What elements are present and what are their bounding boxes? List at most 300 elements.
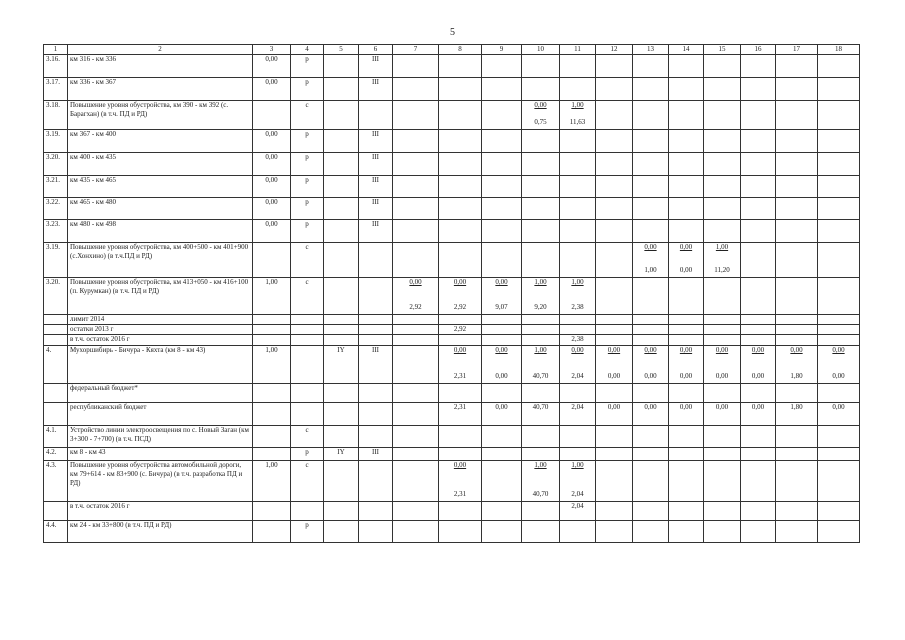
cell-value-bottom: 2,31 xyxy=(453,490,467,498)
table-cell: 3.16. xyxy=(44,55,68,78)
table-cell xyxy=(741,55,776,78)
table-cell: федеральный бюджет* xyxy=(68,384,253,403)
table-cell xyxy=(522,448,560,461)
budget-table xyxy=(43,44,860,543)
table-cell xyxy=(482,243,522,278)
table-cell xyxy=(633,101,669,130)
table-cell xyxy=(818,448,860,461)
table-cell: Повышение уровня обустройства автомобильной дороги, км 79+614 - км 83+900 (с. Бичура) (в т.ч. разработка ПД и РД) xyxy=(68,461,253,502)
table-cell: км 336 - км 367 xyxy=(68,78,253,101)
header-cell: 11 xyxy=(560,45,596,55)
table-cell xyxy=(704,521,741,543)
table-cell xyxy=(596,243,633,278)
table-cell xyxy=(439,198,482,220)
table-row xyxy=(44,220,860,243)
table-cell xyxy=(560,243,596,278)
table-cell xyxy=(818,220,860,243)
table-row xyxy=(44,130,860,153)
table-cell xyxy=(704,426,741,448)
cell-value-bottom: 0,00 xyxy=(607,372,621,380)
table-cell xyxy=(633,78,669,101)
table-cell xyxy=(560,153,596,176)
table-cell xyxy=(633,220,669,243)
table-cell xyxy=(44,335,68,346)
cell-value-top: 1,00 xyxy=(571,101,584,109)
table-row xyxy=(44,198,860,220)
table-cell xyxy=(596,198,633,220)
table-cell xyxy=(522,346,560,384)
cell-value-bottom: 40,70 xyxy=(532,372,549,380)
table-cell xyxy=(704,448,741,461)
table-cell xyxy=(359,461,393,502)
table-cell xyxy=(776,346,818,384)
table-cell xyxy=(439,384,482,403)
header-row xyxy=(44,45,860,55)
table-cell xyxy=(818,101,860,130)
table-cell: р xyxy=(291,220,324,243)
table-cell xyxy=(560,346,596,384)
table-cell xyxy=(393,153,439,176)
table-cell: с xyxy=(291,243,324,278)
table-cell xyxy=(596,448,633,461)
table-cell xyxy=(522,502,560,521)
table-cell xyxy=(596,153,633,176)
table-cell: 0,00 xyxy=(633,403,669,426)
table-cell: III xyxy=(359,130,393,153)
table-cell: с xyxy=(291,426,324,448)
header-cell: 12 xyxy=(596,45,633,55)
table-cell xyxy=(704,461,741,502)
table-row xyxy=(44,346,860,384)
table-cell xyxy=(522,55,560,78)
table-cell xyxy=(359,315,393,325)
cell-value-bottom: 2,38 xyxy=(571,303,584,311)
table-cell xyxy=(359,335,393,346)
header-cell: 15 xyxy=(704,45,741,55)
table-cell xyxy=(741,502,776,521)
table-cell xyxy=(560,426,596,448)
table-cell xyxy=(741,101,776,130)
header-cell: 13 xyxy=(633,45,669,55)
table-cell xyxy=(560,315,596,325)
table-cell xyxy=(596,176,633,198)
table-cell xyxy=(633,384,669,403)
table-cell xyxy=(439,448,482,461)
table-cell: 0,00 xyxy=(482,403,522,426)
table-cell xyxy=(359,101,393,130)
table-cell xyxy=(324,198,359,220)
table-cell: 0,00 xyxy=(253,78,291,101)
table-cell xyxy=(704,335,741,346)
table-cell xyxy=(776,55,818,78)
table-cell xyxy=(359,278,393,315)
table-cell xyxy=(324,78,359,101)
table-cell: IY xyxy=(324,448,359,461)
table-cell xyxy=(741,243,776,278)
table-cell xyxy=(560,278,596,315)
table-cell: 0,00 xyxy=(818,403,860,426)
cell-value-bottom: 2,31 xyxy=(453,372,467,380)
table-cell: 0,00 xyxy=(253,55,291,78)
table-cell xyxy=(776,325,818,335)
table-cell xyxy=(741,220,776,243)
table-row xyxy=(44,521,860,543)
table-cell xyxy=(741,78,776,101)
table-cell xyxy=(704,55,741,78)
table-cell xyxy=(393,243,439,278)
table-cell xyxy=(439,426,482,448)
cell-value-bottom: 2,04 xyxy=(571,490,584,498)
table-cell xyxy=(522,335,560,346)
table-cell: в т.ч. остаток 2016 г xyxy=(68,502,253,521)
table-cell xyxy=(253,101,291,130)
table-cell xyxy=(741,426,776,448)
table-cell: 3.17. xyxy=(44,78,68,101)
table-cell: 0,00 xyxy=(704,403,741,426)
table-cell: р xyxy=(291,153,324,176)
table-cell xyxy=(393,315,439,325)
header-cell: 7 xyxy=(393,45,439,55)
table-cell xyxy=(482,278,522,315)
table-cell: 0,00 xyxy=(253,153,291,176)
table-cell: р xyxy=(291,176,324,198)
cell-value-top: 1,00 xyxy=(534,346,547,354)
table-cell xyxy=(818,384,860,403)
table-cell: км 24 - км 33+800 (в т.ч. ПД и РД) xyxy=(68,521,253,543)
table-cell xyxy=(522,101,560,130)
table-cell xyxy=(482,346,522,384)
table-cell xyxy=(522,521,560,543)
table-cell xyxy=(359,384,393,403)
table-cell xyxy=(704,346,741,384)
table-cell xyxy=(596,278,633,315)
table-cell xyxy=(291,384,324,403)
table-cell xyxy=(669,448,704,461)
table-cell xyxy=(741,278,776,315)
table-cell: остатки 2013 г xyxy=(68,325,253,335)
cell-value-bottom: 0,00 xyxy=(644,372,657,380)
table-cell xyxy=(704,502,741,521)
table-cell xyxy=(741,325,776,335)
table-cell xyxy=(669,130,704,153)
table-row xyxy=(44,384,860,403)
table-cell: 2,31 xyxy=(439,403,482,426)
table-cell xyxy=(522,78,560,101)
table-cell xyxy=(522,426,560,448)
table-cell xyxy=(776,502,818,521)
table-cell xyxy=(596,335,633,346)
cell-value-top: 0,00 xyxy=(644,243,657,251)
table-cell: км 465 - км 480 xyxy=(68,198,253,220)
table-cell xyxy=(522,243,560,278)
table-cell: км 367 - км 400 xyxy=(68,130,253,153)
table-cell xyxy=(393,384,439,403)
table-cell xyxy=(704,315,741,325)
table-cell xyxy=(818,243,860,278)
table-row xyxy=(44,335,860,346)
table-cell xyxy=(482,325,522,335)
table-cell xyxy=(776,176,818,198)
table-cell: республиканский бюджет xyxy=(68,403,253,426)
table-cell xyxy=(669,220,704,243)
table-cell xyxy=(741,461,776,502)
table-cell: 2,04 xyxy=(560,502,596,521)
cell-value-bottom: 0,75 xyxy=(534,118,547,126)
cell-value-bottom: 2,04 xyxy=(571,372,584,380)
table-body xyxy=(44,55,860,543)
table-cell xyxy=(560,101,596,130)
table-cell: 1,00 xyxy=(253,461,291,502)
table-cell: 40,70 xyxy=(522,403,560,426)
table-cell xyxy=(324,153,359,176)
table-cell xyxy=(669,502,704,521)
header-cell: 3 xyxy=(253,45,291,55)
table-cell xyxy=(522,278,560,315)
table-cell xyxy=(560,55,596,78)
table-cell xyxy=(669,521,704,543)
cell-value-top: 1,00 xyxy=(715,243,729,251)
table-cell xyxy=(669,315,704,325)
table-cell xyxy=(669,101,704,130)
table-row xyxy=(44,403,860,426)
table-cell xyxy=(596,521,633,543)
table-cell xyxy=(596,101,633,130)
table-cell xyxy=(669,426,704,448)
table-cell xyxy=(596,384,633,403)
table-cell: 1,00 xyxy=(253,278,291,315)
table-cell xyxy=(776,521,818,543)
table-cell xyxy=(741,198,776,220)
table-cell xyxy=(522,198,560,220)
cell-value-top: 1,00 xyxy=(571,278,584,286)
header-cell: 2 xyxy=(68,45,253,55)
header-cell: 16 xyxy=(741,45,776,55)
table-cell xyxy=(393,346,439,384)
table-cell xyxy=(393,403,439,426)
table-cell: 4.4. xyxy=(44,521,68,543)
table-row xyxy=(44,426,860,448)
table-cell xyxy=(741,448,776,461)
table-cell xyxy=(741,521,776,543)
table-cell xyxy=(776,220,818,243)
table-cell xyxy=(741,335,776,346)
table-cell: р xyxy=(291,78,324,101)
table-cell: 4. xyxy=(44,346,68,384)
table-cell: 3.19. xyxy=(44,243,68,278)
table-cell: р xyxy=(291,55,324,78)
table-cell: Мухоршибирь - Бичура - Кяхта (км 8 - км 43) xyxy=(68,346,253,384)
table-cell xyxy=(741,130,776,153)
table-cell xyxy=(669,384,704,403)
table-cell xyxy=(393,448,439,461)
table-cell xyxy=(482,461,522,502)
table-cell xyxy=(669,335,704,346)
table-cell xyxy=(324,55,359,78)
table-cell: в т.ч. остаток 2016 г xyxy=(68,335,253,346)
table-cell xyxy=(324,243,359,278)
table-cell xyxy=(818,346,860,384)
table-cell: III xyxy=(359,55,393,78)
cell-value-top: 0,00 xyxy=(790,346,803,354)
table-cell xyxy=(633,153,669,176)
table-cell xyxy=(633,55,669,78)
cell-value-top: 1,00 xyxy=(534,278,547,286)
table-cell xyxy=(522,461,560,502)
cell-value-top: 0,00 xyxy=(607,346,621,354)
table-cell: р xyxy=(291,198,324,220)
table-cell xyxy=(741,315,776,325)
table-cell: III xyxy=(359,176,393,198)
table-cell xyxy=(704,198,741,220)
table-cell xyxy=(669,153,704,176)
table-cell xyxy=(818,315,860,325)
table-cell xyxy=(596,55,633,78)
table-cell xyxy=(633,198,669,220)
table-cell xyxy=(704,153,741,176)
table-cell: III xyxy=(359,220,393,243)
table-cell xyxy=(776,101,818,130)
table-cell xyxy=(439,521,482,543)
table-cell xyxy=(324,335,359,346)
table-cell xyxy=(393,198,439,220)
table-cell xyxy=(776,335,818,346)
table-cell xyxy=(818,325,860,335)
header-cell: 5 xyxy=(324,45,359,55)
cell-value-bottom: 40,70 xyxy=(532,490,549,498)
table-cell xyxy=(818,198,860,220)
table-cell xyxy=(324,426,359,448)
table-cell xyxy=(522,176,560,198)
table-cell xyxy=(596,78,633,101)
table-cell xyxy=(291,325,324,335)
table-cell xyxy=(818,461,860,502)
table-cell: 3.19. xyxy=(44,130,68,153)
table-cell: 3.22. xyxy=(44,198,68,220)
table-cell xyxy=(393,461,439,502)
table-cell: Повышение уровня обустройства, км 400+500 - км 401+900 (с.Хонхино) (в т.ч.ПД и РД) xyxy=(68,243,253,278)
table-cell xyxy=(669,198,704,220)
table-cell xyxy=(669,278,704,315)
table-cell xyxy=(291,315,324,325)
table-cell: с xyxy=(291,101,324,130)
cell-value-top: 0,00 xyxy=(453,278,467,286)
table-cell xyxy=(291,335,324,346)
table-cell: 0,00 xyxy=(669,403,704,426)
table-cell xyxy=(253,325,291,335)
header-cell: 6 xyxy=(359,45,393,55)
table-cell: км 8 - км 43 xyxy=(68,448,253,461)
table-cell xyxy=(818,335,860,346)
table-cell: 2,38 xyxy=(560,335,596,346)
table-cell xyxy=(596,220,633,243)
table-cell xyxy=(482,130,522,153)
table-cell xyxy=(776,426,818,448)
header-cell: 17 xyxy=(776,45,818,55)
table-cell xyxy=(560,384,596,403)
header-cell: 9 xyxy=(482,45,522,55)
table-cell xyxy=(704,220,741,243)
cell-value-bottom: 11,20 xyxy=(714,266,730,274)
cell-value-bottom: 0,00 xyxy=(715,372,729,380)
table-cell xyxy=(253,403,291,426)
table-cell xyxy=(776,278,818,315)
table-cell xyxy=(393,101,439,130)
table-cell xyxy=(669,461,704,502)
cell-value-bottom: 1,80 xyxy=(790,372,803,380)
table-row xyxy=(44,101,860,130)
table-cell xyxy=(324,384,359,403)
cell-value-bottom: 2,92 xyxy=(453,303,467,311)
table-cell xyxy=(818,426,860,448)
table-cell xyxy=(482,426,522,448)
cell-value-top: 0,00 xyxy=(832,346,845,354)
table-cell xyxy=(393,130,439,153)
cell-value-top: 1,00 xyxy=(534,461,547,469)
table-row xyxy=(44,461,860,502)
cell-value-bottom: 0,00 xyxy=(495,372,508,380)
table-cell xyxy=(482,101,522,130)
table-cell xyxy=(633,346,669,384)
table-row xyxy=(44,55,860,78)
table-cell xyxy=(482,198,522,220)
table-cell xyxy=(439,153,482,176)
table-cell xyxy=(324,315,359,325)
table-cell xyxy=(776,243,818,278)
table-cell xyxy=(560,461,596,502)
table-cell xyxy=(482,448,522,461)
table-cell xyxy=(253,335,291,346)
header-cell: 1 xyxy=(44,45,68,55)
table-cell: 3.18. xyxy=(44,101,68,130)
table-row xyxy=(44,315,860,325)
table-cell: III xyxy=(359,346,393,384)
cell-value-bottom: 0,00 xyxy=(679,266,693,274)
table-cell xyxy=(482,153,522,176)
table-cell xyxy=(704,101,741,130)
table-cell xyxy=(633,426,669,448)
table-cell: р xyxy=(291,130,324,153)
table-cell xyxy=(560,521,596,543)
table-cell xyxy=(741,176,776,198)
table-cell xyxy=(596,426,633,448)
table-cell xyxy=(633,325,669,335)
table-cell xyxy=(818,130,860,153)
table-cell xyxy=(393,220,439,243)
table-cell: 3.23. xyxy=(44,220,68,243)
table-cell: III xyxy=(359,153,393,176)
table-cell: р xyxy=(291,448,324,461)
table-cell xyxy=(439,78,482,101)
table-row xyxy=(44,176,860,198)
header-cell: 8 xyxy=(439,45,482,55)
table-cell xyxy=(596,461,633,502)
table-row xyxy=(44,243,860,278)
header-cell: 4 xyxy=(291,45,324,55)
table-cell: км 435 - км 465 xyxy=(68,176,253,198)
header-cell: 14 xyxy=(669,45,704,55)
table-cell: III xyxy=(359,78,393,101)
table-cell xyxy=(482,335,522,346)
table-cell xyxy=(253,243,291,278)
cell-value-top: 0,00 xyxy=(495,346,508,354)
table-cell xyxy=(704,78,741,101)
cell-value-bottom: 0,00 xyxy=(751,372,765,380)
table-cell xyxy=(359,521,393,543)
table-cell: 3.21. xyxy=(44,176,68,198)
table-cell xyxy=(560,325,596,335)
table-cell xyxy=(439,176,482,198)
table-cell xyxy=(633,335,669,346)
